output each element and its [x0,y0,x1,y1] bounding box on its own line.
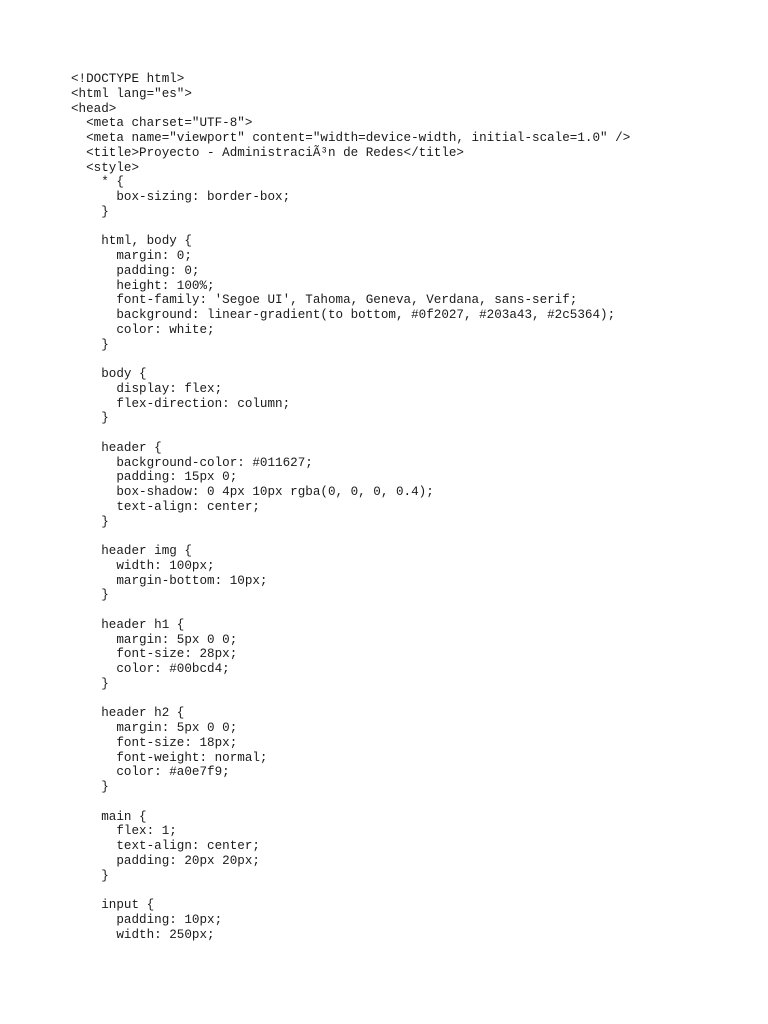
code-line: width: 250px; [71,927,215,942]
code-line: color: #a0e7f9; [71,765,230,780]
code-line: text-align: center; [71,839,260,853]
code-line: padding: 10px; [71,912,223,927]
code-line: } [71,780,109,794]
code-line: html, body { [71,234,192,249]
code-line: padding: 20px 20px; [71,853,260,868]
code-line: header img { [71,544,192,558]
code-line: box-shadow: 0 4px 10px rgba(0, 0, 0, 0.4); [71,485,434,499]
code-line: margin: 5px 0 0; [71,721,238,735]
code-line [71,352,630,367]
code-line: header h2 { [71,706,185,721]
code-line [71,692,630,707]
code-line: <!DOCTYPE html> [71,72,185,86]
code-line: <style> [71,160,140,175]
code-line: input { [71,898,155,912]
code-line: font-family: 'Segoe UI', Tahoma, Geneva, Verdana, sans-serif; [71,293,578,308]
code-line: padding: 0; [71,263,200,278]
code-line: <title>Proyecto - AdministraciÃ³n de Redes</title> [71,145,464,160]
code-line: flex: 1; [71,824,177,839]
code-line: text-align: center; [71,499,260,514]
code-line: body { [71,367,147,381]
code-line [71,883,630,898]
code-line: font-size: 28px; [71,647,238,662]
code-line: } [71,676,109,691]
code-line [71,795,630,810]
code-line: * { [71,175,124,190]
code-line: background: linear-gradient(to bottom, #0f2027, #203a43, #2c5364); [71,308,616,322]
code-line: color: #00bcd4; [71,662,230,676]
code-line [71,426,630,441]
code-line [71,529,630,544]
code-line: height: 100%; [71,278,215,293]
code-line [71,220,630,235]
code-line: <head> [71,101,117,116]
code-line: font-weight: normal; [71,750,268,765]
code-line: <meta name="viewport" content="width=device-width, initial-scale=1.0" /> [71,131,631,145]
code-line: } [71,868,109,883]
code-line: <meta charset="UTF-8"> [71,116,253,131]
code-line: main { [71,809,147,824]
code-listing [71,72,630,942]
code-line: margin-bottom: 10px; [71,573,268,588]
code-line: display: flex; [71,381,223,396]
code-line: box-sizing: border-box; [71,190,291,204]
code-line: <html lang="es"> [71,86,192,101]
code-line: padding: 15px 0; [71,470,238,485]
code-line: } [71,204,109,219]
code-line: background-color: #011627; [71,455,313,470]
code-line: header h1 { [71,617,185,632]
code-line: margin: 5px 0 0; [71,632,238,647]
code-line: } [71,588,109,603]
code-line: } [71,411,109,426]
code-line: } [71,337,109,352]
code-line: } [71,514,109,529]
code-line: font-size: 18px; [71,735,238,750]
code-line: width: 100px; [71,558,215,573]
code-line: margin: 0; [71,249,192,263]
code-line [71,603,630,618]
code-line: header { [71,440,162,455]
code-line: flex-direction: column; [71,396,291,411]
code-line: color: white; [71,322,215,337]
